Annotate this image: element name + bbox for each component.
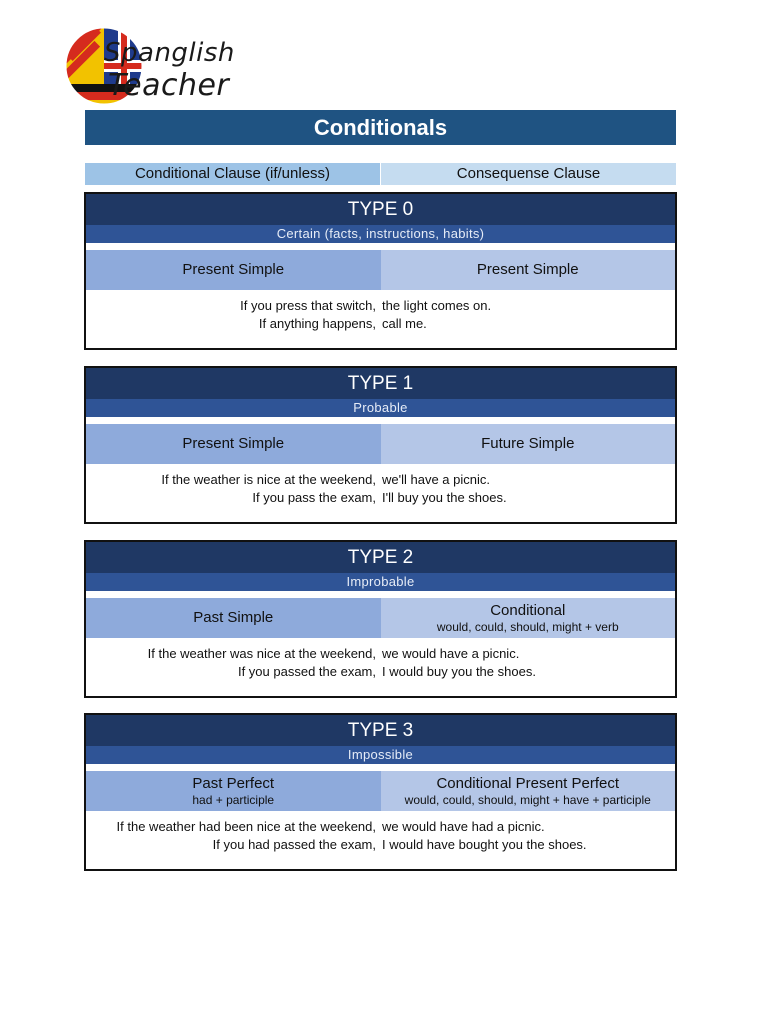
example-result-clause: the light comes on.: [382, 298, 492, 313]
example-if-clause: If you press that switch,: [240, 298, 376, 313]
tense-row: [86, 771, 675, 811]
example-if-clause: If the weather was nice at the weekend,: [147, 646, 376, 661]
right-tense-note: would, could, should, might + verb: [436, 619, 619, 634]
left-tense: Past Perfect: [192, 774, 275, 792]
logo-text-line2: Teacher: [108, 68, 230, 103]
type-title: TYPE 0: [86, 194, 675, 225]
consequence-clause-label: Consequense Clause: [380, 163, 676, 185]
right-tense-note: would, could, should, might + have + participle: [404, 792, 651, 807]
type-subtitle: Certain (facts, instructions, habits): [86, 225, 675, 243]
example-if-clause: If anything happens,: [258, 316, 376, 331]
example-if-clause: If the weather is nice at the weekend,: [161, 472, 376, 487]
left-tense: Past Simple: [193, 609, 274, 626]
example-row: [86, 818, 675, 836]
examples: [86, 464, 675, 507]
type-1-box: [84, 366, 677, 524]
tense-right-cell: [381, 598, 676, 638]
examples: [86, 811, 675, 854]
tense-row: [86, 424, 675, 464]
example-if-clause: If the weather had been nice at the weekend,: [116, 819, 376, 834]
example-result-clause: we'll have a picnic.: [382, 472, 490, 487]
example-result-clause: I would have bought you the shoes.: [382, 837, 587, 852]
example-result-clause: we would have a picnic.: [382, 646, 520, 661]
example-row: [86, 297, 675, 315]
right-tense: Future Simple: [481, 435, 575, 452]
page-title: Conditionals: [85, 110, 676, 145]
example-row: [86, 663, 675, 681]
type-2-box: [84, 540, 677, 698]
example-row: [86, 471, 675, 489]
example-result-clause: call me.: [382, 316, 427, 331]
right-tense: Present Simple: [476, 261, 579, 278]
example-result-clause: I would buy you the shoes.: [382, 664, 536, 679]
type-3-box: [84, 713, 677, 871]
tense-right-cell: [381, 771, 676, 811]
example-row: [86, 315, 675, 333]
right-tense: Conditional: [490, 601, 566, 619]
tense-left-cell: [86, 250, 381, 290]
examples: [86, 638, 675, 681]
left-tense-note: had + participle: [192, 792, 275, 807]
tense-right-cell: [381, 424, 676, 464]
type-subtitle: Impossible: [86, 746, 675, 764]
type-subtitle: Probable: [86, 399, 675, 417]
type-subtitle: Improbable: [86, 573, 675, 591]
example-row: [86, 645, 675, 663]
example-if-clause: If you pass the exam,: [252, 490, 376, 505]
type-title: TYPE 2: [86, 542, 675, 573]
right-tense: Conditional Present Perfect: [436, 774, 620, 792]
example-row: [86, 836, 675, 854]
left-tense: Present Simple: [182, 435, 285, 452]
left-tense: Present Simple: [182, 261, 285, 278]
logo-text-line1: Spanglish: [104, 38, 235, 68]
examples: [86, 290, 675, 333]
example-result-clause: we would have had a picnic.: [382, 819, 545, 834]
tense-left-cell: [86, 771, 381, 811]
tense-right-cell: [381, 250, 676, 290]
tense-row: [86, 250, 675, 290]
example-row: [86, 489, 675, 507]
type-title: TYPE 1: [86, 368, 675, 399]
tense-row: [86, 598, 675, 638]
tense-left-cell: [86, 424, 381, 464]
type-0-box: [84, 192, 677, 350]
example-if-clause: If you passed the exam,: [237, 664, 376, 679]
example-result-clause: I'll buy you the shoes.: [382, 490, 507, 505]
example-if-clause: If you had passed the exam,: [212, 837, 376, 852]
logo: [64, 26, 235, 110]
type-title: TYPE 3: [86, 715, 675, 746]
tense-left-cell: [86, 598, 381, 638]
clause-header: [85, 163, 676, 185]
conditional-clause-label: Conditional Clause (if/unless): [85, 163, 380, 185]
